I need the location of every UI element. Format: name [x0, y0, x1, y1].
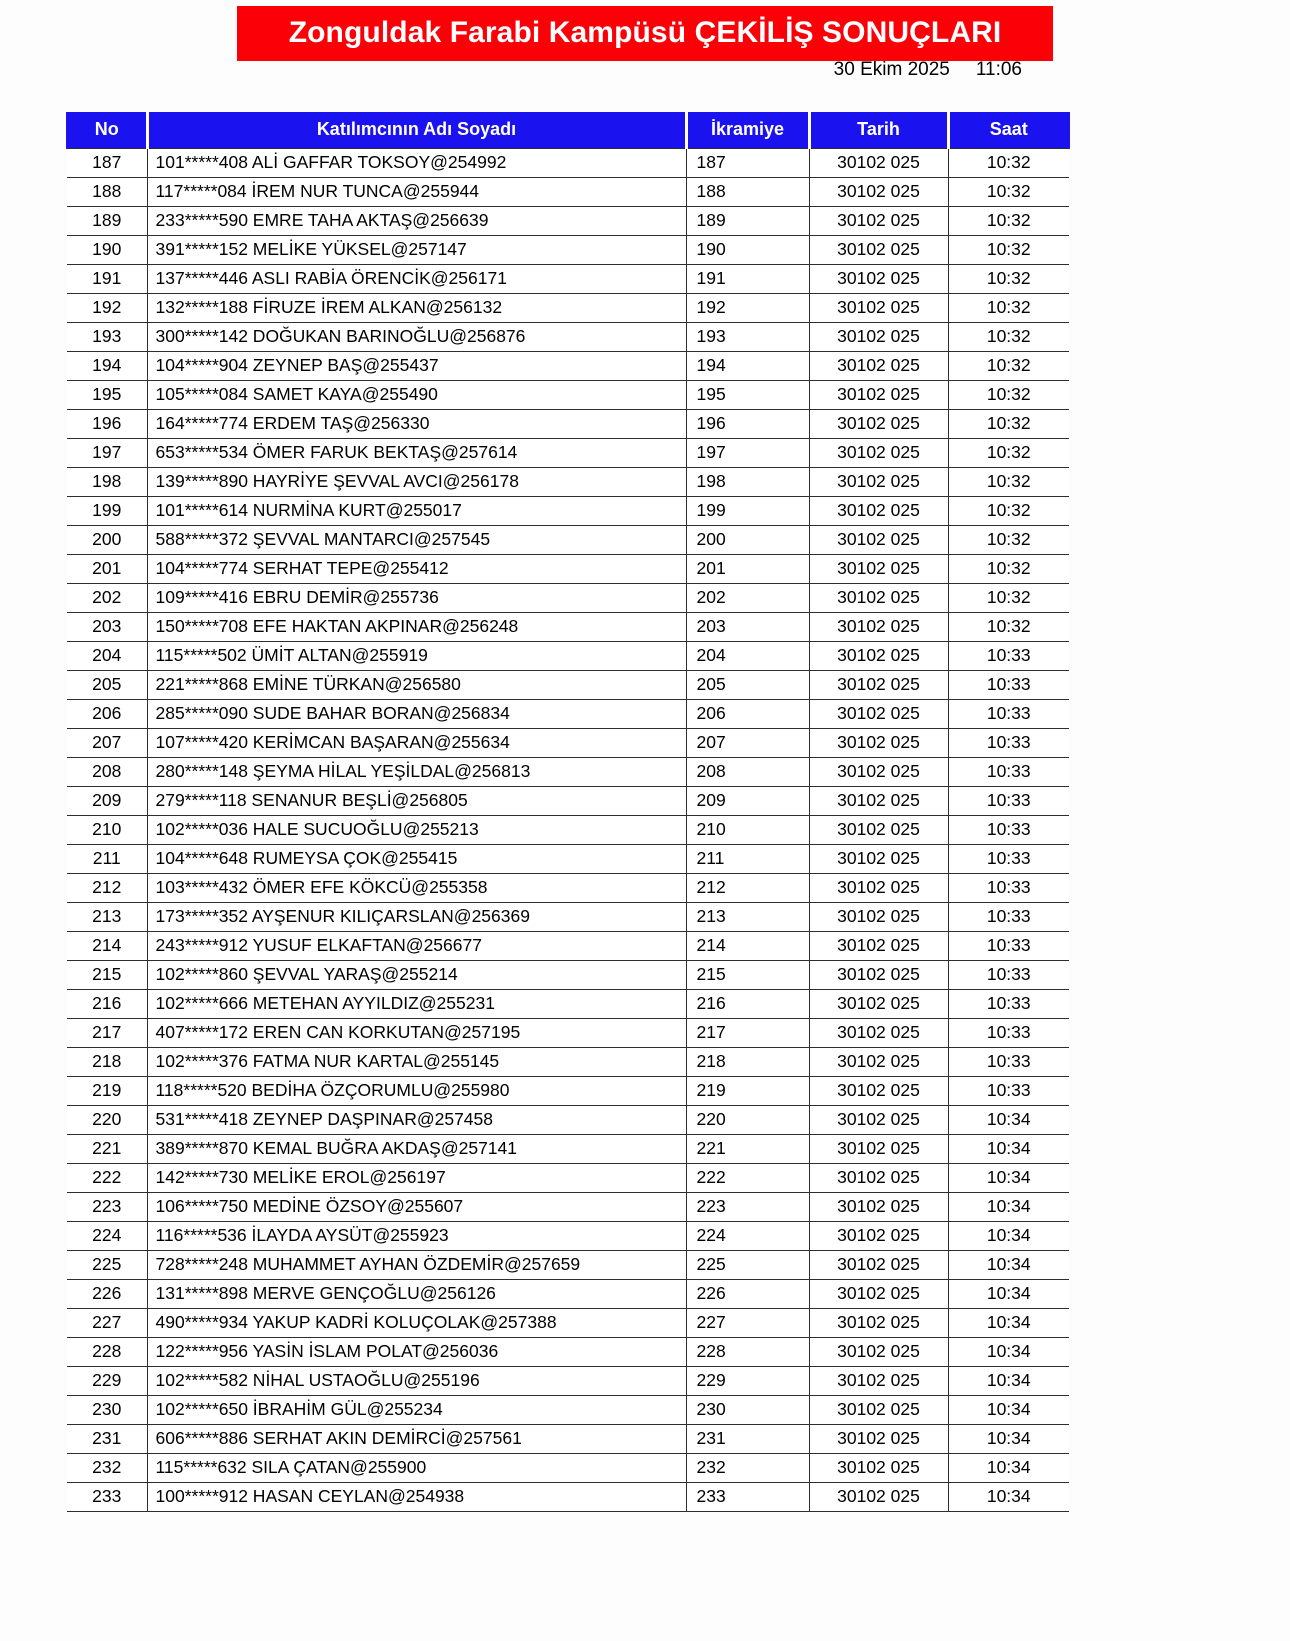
cell-no: 204 [67, 641, 147, 670]
cell-time: 10:32 [948, 264, 1069, 293]
cell-time: 10:32 [948, 235, 1069, 264]
cell-name: 407*****172 EREN CAN KORKUTAN@257195 [147, 1018, 686, 1047]
cell-name: 103*****432 ÖMER EFE KÖKCÜ@255358 [147, 873, 686, 902]
cell-prize: 218 [686, 1047, 809, 1076]
cell-prize: 207 [686, 728, 809, 757]
cell-prize: 225 [686, 1250, 809, 1279]
cell-date: 30102 025 [809, 815, 948, 844]
cell-time: 10:32 [948, 612, 1069, 641]
cell-prize: 201 [686, 554, 809, 583]
cell-date: 30102 025 [809, 1453, 948, 1482]
table-row [67, 1424, 1069, 1453]
cell-name: 109*****416 EBRU DEMİR@255736 [147, 583, 686, 612]
cell-prize: 204 [686, 641, 809, 670]
cell-no: 200 [67, 525, 147, 554]
cell-name: 102*****650 İBRAHİM GÜL@255234 [147, 1395, 686, 1424]
cell-time: 10:32 [948, 525, 1069, 554]
draw-time: 11:06 [975, 59, 1022, 80]
cell-no: 227 [67, 1308, 147, 1337]
column-header-name: Katılımcının Adı Soyadı [147, 112, 686, 148]
column-header-date: Tarih [809, 112, 948, 148]
cell-date: 30102 025 [809, 641, 948, 670]
cell-time: 10:32 [948, 206, 1069, 235]
cell-date: 30102 025 [809, 293, 948, 322]
cell-no: 187 [67, 148, 147, 177]
cell-name: 107*****420 KERİMCAN BAŞARAN@255634 [147, 728, 686, 757]
table-row [67, 1308, 1069, 1337]
cell-no: 193 [67, 322, 147, 351]
cell-date: 30102 025 [809, 583, 948, 612]
cell-no: 213 [67, 902, 147, 931]
cell-time: 10:32 [948, 583, 1069, 612]
cell-prize: 198 [686, 467, 809, 496]
cell-name: 104*****904 ZEYNEP BAŞ@255437 [147, 351, 686, 380]
cell-name: 728*****248 MUHAMMET AYHAN ÖZDEMİR@257659 [147, 1250, 686, 1279]
cell-date: 30102 025 [809, 235, 948, 264]
cell-no: 190 [67, 235, 147, 264]
table-row [67, 1366, 1069, 1395]
cell-name: 391*****152 MELİKE YÜKSEL@257147 [147, 235, 686, 264]
cell-date: 30102 025 [809, 786, 948, 815]
cell-no: 233 [67, 1482, 147, 1511]
cell-no: 218 [67, 1047, 147, 1076]
cell-prize: 194 [686, 351, 809, 380]
cell-prize: 232 [686, 1453, 809, 1482]
table-row [67, 1453, 1069, 1482]
cell-date: 30102 025 [809, 467, 948, 496]
cell-no: 208 [67, 757, 147, 786]
cell-no: 217 [67, 1018, 147, 1047]
cell-no: 207 [67, 728, 147, 757]
cell-time: 10:34 [948, 1337, 1069, 1366]
datetime-row [0, 59, 1290, 81]
cell-no: 191 [67, 264, 147, 293]
table-row [67, 1076, 1069, 1105]
table-header-row [67, 112, 1069, 148]
cell-name: 102*****666 METEHAN AYYILDIZ@255231 [147, 989, 686, 1018]
table-row [67, 264, 1069, 293]
column-header-time: Saat [948, 112, 1069, 148]
cell-time: 10:34 [948, 1221, 1069, 1250]
table-row [67, 467, 1069, 496]
cell-no: 226 [67, 1279, 147, 1308]
cell-name: 285*****090 SUDE BAHAR BORAN@256834 [147, 699, 686, 728]
table-row [67, 1047, 1069, 1076]
cell-no: 231 [67, 1424, 147, 1453]
cell-date: 30102 025 [809, 206, 948, 235]
table-row [67, 322, 1069, 351]
cell-no: 230 [67, 1395, 147, 1424]
cell-prize: 205 [686, 670, 809, 699]
cell-date: 30102 025 [809, 1163, 948, 1192]
cell-no: 195 [67, 380, 147, 409]
cell-prize: 203 [686, 612, 809, 641]
cell-prize: 228 [686, 1337, 809, 1366]
cell-date: 30102 025 [809, 612, 948, 641]
table-row [67, 293, 1069, 322]
cell-time: 10:34 [948, 1482, 1069, 1511]
cell-no: 189 [67, 206, 147, 235]
table-row [67, 351, 1069, 380]
cell-name: 243*****912 YUSUF ELKAFTAN@256677 [147, 931, 686, 960]
cell-time: 10:33 [948, 786, 1069, 815]
table-row [67, 1018, 1069, 1047]
table-row [67, 1482, 1069, 1511]
cell-time: 10:33 [948, 873, 1069, 902]
cell-date: 30102 025 [809, 844, 948, 873]
cell-no: 199 [67, 496, 147, 525]
cell-name: 588*****372 ŞEVVAL MANTARCI@257545 [147, 525, 686, 554]
cell-no: 214 [67, 931, 147, 960]
cell-time: 10:34 [948, 1105, 1069, 1134]
column-header-no: No [67, 112, 147, 148]
cell-date: 30102 025 [809, 525, 948, 554]
cell-prize: 196 [686, 409, 809, 438]
cell-name: 164*****774 ERDEM TAŞ@256330 [147, 409, 686, 438]
cell-date: 30102 025 [809, 1366, 948, 1395]
cell-prize: 230 [686, 1395, 809, 1424]
cell-time: 10:34 [948, 1279, 1069, 1308]
cell-date: 30102 025 [809, 1018, 948, 1047]
cell-no: 206 [67, 699, 147, 728]
table-row [67, 583, 1069, 612]
cell-name: 101*****408 ALİ GAFFAR TOKSOY@254992 [147, 148, 686, 177]
cell-time: 10:33 [948, 699, 1069, 728]
table-row [67, 380, 1069, 409]
results-table-container [66, 112, 1068, 1512]
cell-time: 10:33 [948, 931, 1069, 960]
cell-time: 10:33 [948, 960, 1069, 989]
cell-date: 30102 025 [809, 1250, 948, 1279]
cell-prize: 221 [686, 1134, 809, 1163]
cell-name: 300*****142 DOĞUKAN BARINOĞLU@256876 [147, 322, 686, 351]
cell-date: 30102 025 [809, 873, 948, 902]
cell-prize: 220 [686, 1105, 809, 1134]
cell-date: 30102 025 [809, 1308, 948, 1337]
table-row [67, 1192, 1069, 1221]
cell-time: 10:34 [948, 1453, 1069, 1482]
cell-prize: 215 [686, 960, 809, 989]
cell-prize: 200 [686, 525, 809, 554]
cell-time: 10:33 [948, 844, 1069, 873]
cell-time: 10:34 [948, 1424, 1069, 1453]
cell-prize: 193 [686, 322, 809, 351]
cell-prize: 216 [686, 989, 809, 1018]
table-row [67, 235, 1069, 264]
cell-name: 173*****352 AYŞENUR KILIÇARSLAN@256369 [147, 902, 686, 931]
cell-name: 115*****632 SILA ÇATAN@255900 [147, 1453, 686, 1482]
cell-no: 215 [67, 960, 147, 989]
table-row [67, 670, 1069, 699]
cell-no: 211 [67, 844, 147, 873]
cell-date: 30102 025 [809, 438, 948, 467]
table-row [67, 496, 1069, 525]
table-row [67, 612, 1069, 641]
cell-no: 224 [67, 1221, 147, 1250]
cell-name: 106*****750 MEDİNE ÖZSOY@255607 [147, 1192, 686, 1221]
cell-time: 10:32 [948, 380, 1069, 409]
cell-prize: 187 [686, 148, 809, 177]
cell-name: 142*****730 MELİKE EROL@256197 [147, 1163, 686, 1192]
cell-no: 188 [67, 177, 147, 206]
cell-name: 221*****868 EMİNE TÜRKAN@256580 [147, 670, 686, 699]
cell-name: 104*****774 SERHAT TEPE@255412 [147, 554, 686, 583]
cell-date: 30102 025 [809, 1337, 948, 1366]
table-row [67, 1105, 1069, 1134]
cell-prize: 233 [686, 1482, 809, 1511]
cell-time: 10:33 [948, 670, 1069, 699]
cell-date: 30102 025 [809, 670, 948, 699]
cell-time: 10:33 [948, 1076, 1069, 1105]
cell-no: 229 [67, 1366, 147, 1395]
cell-prize: 192 [686, 293, 809, 322]
cell-name: 100*****912 HASAN CEYLAN@254938 [147, 1482, 686, 1511]
cell-date: 30102 025 [809, 989, 948, 1018]
cell-time: 10:34 [948, 1308, 1069, 1337]
table-row [67, 1221, 1069, 1250]
title-banner-container [0, 6, 1290, 61]
cell-time: 10:33 [948, 902, 1069, 931]
cell-date: 30102 025 [809, 1221, 948, 1250]
table-row [67, 1163, 1069, 1192]
cell-prize: 199 [686, 496, 809, 525]
cell-name: 105*****084 SAMET KAYA@255490 [147, 380, 686, 409]
cell-no: 198 [67, 467, 147, 496]
cell-prize: 197 [686, 438, 809, 467]
cell-no: 220 [67, 1105, 147, 1134]
cell-time: 10:34 [948, 1395, 1069, 1424]
cell-date: 30102 025 [809, 960, 948, 989]
cell-prize: 222 [686, 1163, 809, 1192]
cell-time: 10:32 [948, 438, 1069, 467]
cell-prize: 223 [686, 1192, 809, 1221]
table-row [67, 1279, 1069, 1308]
cell-prize: 217 [686, 1018, 809, 1047]
table-row [67, 409, 1069, 438]
cell-no: 225 [67, 1250, 147, 1279]
cell-date: 30102 025 [809, 757, 948, 786]
cell-name: 117*****084 İREM NUR TUNCA@255944 [147, 177, 686, 206]
table-row [67, 786, 1069, 815]
cell-prize: 206 [686, 699, 809, 728]
table-row [67, 728, 1069, 757]
cell-prize: 191 [686, 264, 809, 293]
cell-name: 137*****446 ASLI RABİA ÖRENCİK@256171 [147, 264, 686, 293]
page-title: Zonguldak Farabi Kampüsü ÇEKİLİŞ SONUÇLARI [237, 6, 1054, 61]
cell-name: 653*****534 ÖMER FARUK BEKTAŞ@257614 [147, 438, 686, 467]
cell-time: 10:34 [948, 1366, 1069, 1395]
cell-prize: 226 [686, 1279, 809, 1308]
cell-prize: 213 [686, 902, 809, 931]
cell-time: 10:33 [948, 989, 1069, 1018]
table-row [67, 1134, 1069, 1163]
cell-prize: 189 [686, 206, 809, 235]
cell-date: 30102 025 [809, 902, 948, 931]
cell-date: 30102 025 [809, 1192, 948, 1221]
cell-date: 30102 025 [809, 380, 948, 409]
cell-time: 10:34 [948, 1192, 1069, 1221]
cell-date: 30102 025 [809, 1424, 948, 1453]
cell-prize: 229 [686, 1366, 809, 1395]
cell-time: 10:33 [948, 757, 1069, 786]
results-table [66, 112, 1070, 1512]
cell-date: 30102 025 [809, 1105, 948, 1134]
cell-no: 232 [67, 1453, 147, 1482]
cell-name: 131*****898 MERVE GENÇOĞLU@256126 [147, 1279, 686, 1308]
cell-time: 10:34 [948, 1250, 1069, 1279]
cell-name: 150*****708 EFE HAKTAN AKPINAR@256248 [147, 612, 686, 641]
cell-no: 222 [67, 1163, 147, 1192]
table-row [67, 1250, 1069, 1279]
cell-prize: 209 [686, 786, 809, 815]
cell-prize: 227 [686, 1308, 809, 1337]
cell-name: 233*****590 EMRE TAHA AKTAŞ@256639 [147, 206, 686, 235]
cell-name: 490*****934 YAKUP KADRİ KOLUÇOLAK@257388 [147, 1308, 686, 1337]
table-header [67, 112, 1069, 148]
table-row [67, 641, 1069, 670]
cell-name: 606*****886 SERHAT AKIN DEMİRCİ@257561 [147, 1424, 686, 1453]
cell-date: 30102 025 [809, 1395, 948, 1424]
cell-time: 10:32 [948, 496, 1069, 525]
cell-time: 10:32 [948, 467, 1069, 496]
cell-time: 10:32 [948, 293, 1069, 322]
cell-prize: 210 [686, 815, 809, 844]
cell-time: 10:34 [948, 1134, 1069, 1163]
cell-no: 192 [67, 293, 147, 322]
cell-time: 10:32 [948, 409, 1069, 438]
cell-time: 10:34 [948, 1163, 1069, 1192]
table-row [67, 525, 1069, 554]
table-row [67, 757, 1069, 786]
cell-time: 10:33 [948, 641, 1069, 670]
table-body [67, 148, 1069, 1511]
table-row [67, 1395, 1069, 1424]
cell-no: 194 [67, 351, 147, 380]
cell-name: 116*****536 İLAYDA AYSÜT@255923 [147, 1221, 686, 1250]
cell-date: 30102 025 [809, 728, 948, 757]
cell-name: 102*****582 NİHAL USTAOĞLU@255196 [147, 1366, 686, 1395]
cell-prize: 195 [686, 380, 809, 409]
cell-name: 102*****036 HALE SUCUOĞLU@255213 [147, 815, 686, 844]
cell-date: 30102 025 [809, 1279, 948, 1308]
draw-date: 30 Ekim 2025 [833, 59, 950, 80]
cell-no: 223 [67, 1192, 147, 1221]
cell-time: 10:33 [948, 1018, 1069, 1047]
cell-name: 139*****890 HAYRİYE ŞEVVAL AVCI@256178 [147, 467, 686, 496]
cell-date: 30102 025 [809, 264, 948, 293]
cell-date: 30102 025 [809, 148, 948, 177]
cell-date: 30102 025 [809, 322, 948, 351]
cell-time: 10:33 [948, 728, 1069, 757]
cell-prize: 219 [686, 1076, 809, 1105]
cell-no: 221 [67, 1134, 147, 1163]
cell-no: 210 [67, 815, 147, 844]
cell-date: 30102 025 [809, 496, 948, 525]
cell-date: 30102 025 [809, 1134, 948, 1163]
cell-time: 10:32 [948, 351, 1069, 380]
table-row [67, 177, 1069, 206]
cell-no: 219 [67, 1076, 147, 1105]
cell-time: 10:32 [948, 322, 1069, 351]
table-row [67, 1337, 1069, 1366]
cell-date: 30102 025 [809, 409, 948, 438]
cell-no: 197 [67, 438, 147, 467]
cell-name: 102*****376 FATMA NUR KARTAL@255145 [147, 1047, 686, 1076]
cell-name: 101*****614 NURMİNA KURT@255017 [147, 496, 686, 525]
cell-prize: 224 [686, 1221, 809, 1250]
cell-prize: 188 [686, 177, 809, 206]
cell-date: 30102 025 [809, 931, 948, 960]
cell-name: 115*****502 ÜMİT ALTAN@255919 [147, 641, 686, 670]
cell-date: 30102 025 [809, 1482, 948, 1511]
cell-no: 212 [67, 873, 147, 902]
table-row [67, 148, 1069, 177]
table-row [67, 699, 1069, 728]
cell-no: 202 [67, 583, 147, 612]
cell-no: 216 [67, 989, 147, 1018]
cell-no: 201 [67, 554, 147, 583]
cell-time: 10:32 [948, 554, 1069, 583]
cell-name: 280*****148 ŞEYMA HİLAL YEŞİLDAL@256813 [147, 757, 686, 786]
cell-time: 10:32 [948, 177, 1069, 206]
column-header-prize: İkramiye [686, 112, 809, 148]
cell-time: 10:33 [948, 815, 1069, 844]
cell-time: 10:33 [948, 1047, 1069, 1076]
cell-prize: 231 [686, 1424, 809, 1453]
cell-name: 132*****188 FİRUZE İREM ALKAN@256132 [147, 293, 686, 322]
cell-prize: 214 [686, 931, 809, 960]
cell-date: 30102 025 [809, 699, 948, 728]
cell-date: 30102 025 [809, 1047, 948, 1076]
cell-no: 196 [67, 409, 147, 438]
cell-no: 228 [67, 1337, 147, 1366]
cell-date: 30102 025 [809, 1076, 948, 1105]
cell-name: 102*****860 ŞEVVAL YARAŞ@255214 [147, 960, 686, 989]
cell-name: 531*****418 ZEYNEP DAŞPINAR@257458 [147, 1105, 686, 1134]
table-row [67, 989, 1069, 1018]
cell-name: 104*****648 RUMEYSA ÇOK@255415 [147, 844, 686, 873]
table-row [67, 554, 1069, 583]
cell-prize: 212 [686, 873, 809, 902]
table-row [67, 206, 1069, 235]
cell-prize: 202 [686, 583, 809, 612]
cell-date: 30102 025 [809, 554, 948, 583]
cell-name: 122*****956 YASİN İSLAM POLAT@256036 [147, 1337, 686, 1366]
table-row [67, 873, 1069, 902]
cell-time: 10:32 [948, 148, 1069, 177]
cell-no: 203 [67, 612, 147, 641]
table-row [67, 844, 1069, 873]
table-row [67, 931, 1069, 960]
cell-date: 30102 025 [809, 351, 948, 380]
table-row [67, 815, 1069, 844]
table-row [67, 902, 1069, 931]
cell-prize: 208 [686, 757, 809, 786]
table-row [67, 438, 1069, 467]
cell-prize: 190 [686, 235, 809, 264]
cell-prize: 211 [686, 844, 809, 873]
cell-no: 205 [67, 670, 147, 699]
cell-no: 209 [67, 786, 147, 815]
cell-name: 389*****870 KEMAL BUĞRA AKDAŞ@257141 [147, 1134, 686, 1163]
cell-name: 279*****118 SENANUR BEŞLİ@256805 [147, 786, 686, 815]
cell-date: 30102 025 [809, 177, 948, 206]
cell-name: 118*****520 BEDİHA ÖZÇORUMLU@255980 [147, 1076, 686, 1105]
table-row [67, 960, 1069, 989]
